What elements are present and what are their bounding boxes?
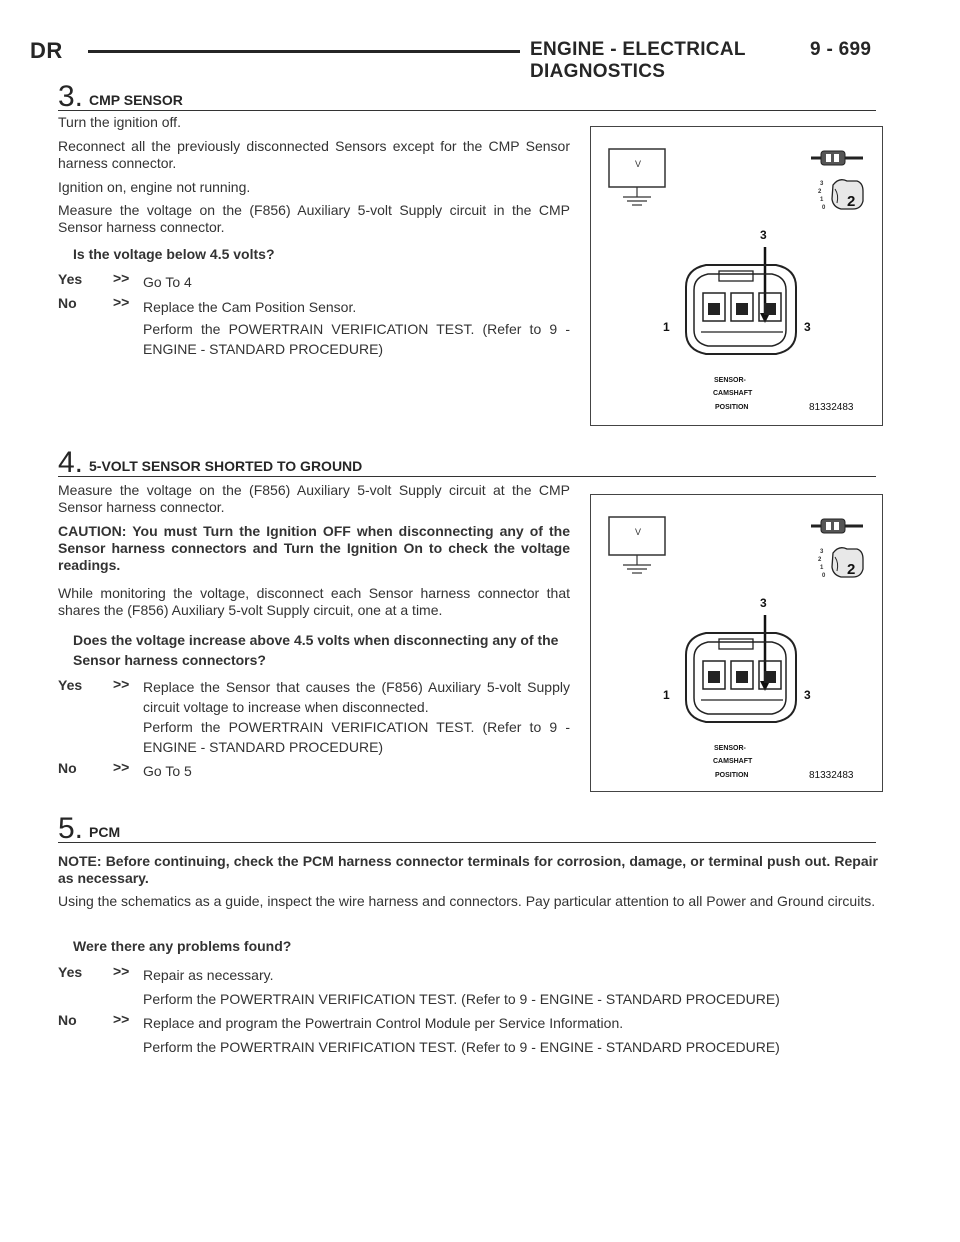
- pin-3-label: 3: [804, 688, 811, 702]
- badge-number: 2: [847, 561, 856, 578]
- scale-2: 2: [818, 189, 822, 195]
- sensor-connector-icon: [686, 265, 796, 354]
- step-3-yes-action: Go To 4: [143, 274, 192, 290]
- step-title: 5-VOLT SENSOR SHORTED TO GROUND: [89, 458, 363, 474]
- step-3-text-3: Ignition on, engine not running.: [58, 179, 251, 195]
- figure-id: 81332483: [809, 402, 854, 413]
- connector-icon: [811, 519, 863, 533]
- step-3-text-2: Reconnect all the previously disconnected Sensors except for the CMP Sensor harness connector.: [58, 138, 570, 171]
- arrow-glyph: >>: [113, 676, 130, 692]
- step-3-text-1: Turn the ignition off.: [58, 114, 181, 130]
- no-label: No: [58, 295, 77, 311]
- step-4-text-2: While monitoring the voltage, disconnect each Sensor harness connector that shares the (F856) Auxiliary 5-volt Supply circuit, one at a time.: [58, 585, 570, 618]
- step-4-heading: [58, 446, 876, 477]
- step-5-no-action: Replace and program the Powertrain Control Module per Service Information.: [143, 1015, 624, 1031]
- no-label: No: [58, 760, 77, 776]
- step-5-heading: [58, 812, 876, 843]
- sensor-name-1: SENSOR-: [714, 377, 746, 384]
- step-4-yes-action-2: Perform the POWERTRAIN VERIFICATION TEST. (Refer to 9 - ENGINE - STANDARD PROCEDURE): [143, 719, 570, 755]
- scale-3: 3: [820, 549, 824, 555]
- arrow-glyph: >>: [113, 963, 130, 979]
- cmp-sensor-diagram: [590, 494, 883, 792]
- page-number: 9 - 699: [810, 39, 872, 60]
- model-code: DR: [30, 38, 63, 63]
- badge-number: 2: [847, 193, 856, 210]
- step-5-no-action-2: Perform the POWERTRAIN VERIFICATION TEST. (Refer to 9 - ENGINE - STANDARD PROCEDURE): [143, 1039, 780, 1055]
- sensor-name-3: POSITION: [715, 404, 749, 411]
- step-5-yes-action: Repair as necessary.: [143, 967, 274, 983]
- step-number: 5.: [58, 812, 84, 845]
- step-3-no-action-2: Perform the POWERTRAIN VERIFICATION TEST. (Refer to 9 - ENGINE - STANDARD PROCEDURE): [143, 321, 570, 357]
- step-3-heading: [58, 80, 876, 111]
- step-4-caution: CAUTION: You must Turn the Ignition OFF when disconnecting any of the Sensor harness connectors and Turn the Ignition On to check the voltage readings.: [58, 523, 570, 573]
- sensor-connector-icon: [686, 633, 796, 722]
- step-5-note: NOTE: Before continuing, check the PCM harness connector terminals for corrosion, damage, or terminal push out. Repair as necessary.: [58, 853, 878, 886]
- scale-1: 1: [820, 565, 824, 571]
- sensor-name-2: CAMSHAFT: [713, 390, 753, 397]
- arrow-glyph: >>: [113, 294, 130, 310]
- arrow-glyph: >>: [113, 759, 130, 775]
- scale-2: 2: [818, 557, 822, 563]
- pin-3-top-label: 3: [760, 228, 767, 242]
- step-4-text-1: Measure the voltage on the (F856) Auxiliary 5-volt Supply circuit at the CMP Sensor harness connector.: [58, 482, 570, 515]
- arrow-glyph: >>: [113, 1011, 130, 1027]
- step-5-yes-action-2: Perform the POWERTRAIN VERIFICATION TEST. (Refer to 9 - ENGINE - STANDARD PROCEDURE): [143, 991, 780, 1007]
- step-number: 4.: [58, 446, 84, 479]
- scale-1: 1: [820, 197, 824, 203]
- figure-id: 81332483: [809, 770, 854, 781]
- step-3-text-4: Measure the voltage on the (F856) Auxiliary 5-volt Supply circuit in the CMP Sensor harness connector.: [58, 202, 570, 235]
- no-label: No: [58, 1012, 77, 1028]
- step-4-no-action: Go To 5: [143, 763, 192, 779]
- scale-0: 0: [822, 573, 826, 579]
- step-3-question: Is the voltage below 4.5 volts?: [73, 246, 275, 262]
- step-5-text-1: Using the schematics as a guide, inspect the wire harness and connectors. Pay particular attention to all Power and Ground circuits.: [58, 893, 876, 909]
- meter-label: V: [635, 159, 642, 169]
- header-rule: [88, 50, 520, 53]
- sensor-name-3: POSITION: [715, 772, 749, 779]
- step-title: CMP SENSOR: [89, 92, 183, 108]
- yes-label: Yes: [58, 271, 83, 287]
- step-4-question: Does the voltage increase above 4.5 volts when disconnecting any of the Sensor harness connectors?: [73, 632, 559, 668]
- connector-icon: [811, 151, 863, 165]
- step-title: PCM: [89, 824, 121, 840]
- step-5-question: Were there any problems found?: [73, 938, 292, 954]
- arrow-glyph: >>: [113, 270, 130, 286]
- section-title: ENGINE - ELECTRICAL DIAGNOSTICS: [530, 39, 746, 82]
- meter-label: V: [635, 527, 642, 537]
- yes-label: Yes: [58, 964, 83, 980]
- sensor-name-2: CAMSHAFT: [713, 758, 753, 765]
- cmp-sensor-diagram: [590, 126, 883, 426]
- pin-1-label: 1: [663, 320, 670, 334]
- pin-1-label: 1: [663, 688, 670, 702]
- yes-label: Yes: [58, 677, 83, 693]
- page-header: [30, 38, 880, 82]
- step-4-yes-action: Replace the Sensor that causes the (F856) Auxiliary 5-volt Supply circuit voltage to increase when disconnected.: [143, 679, 570, 715]
- step-3-no-action: Replace the Cam Position Sensor.: [143, 299, 357, 315]
- scale-0: 0: [822, 205, 826, 211]
- pin-3-label: 3: [804, 320, 811, 334]
- scale-3: 3: [820, 181, 824, 187]
- sensor-name-1: SENSOR-: [714, 745, 746, 752]
- pin-3-top-label: 3: [760, 596, 767, 610]
- step-number: 3.: [58, 80, 84, 113]
